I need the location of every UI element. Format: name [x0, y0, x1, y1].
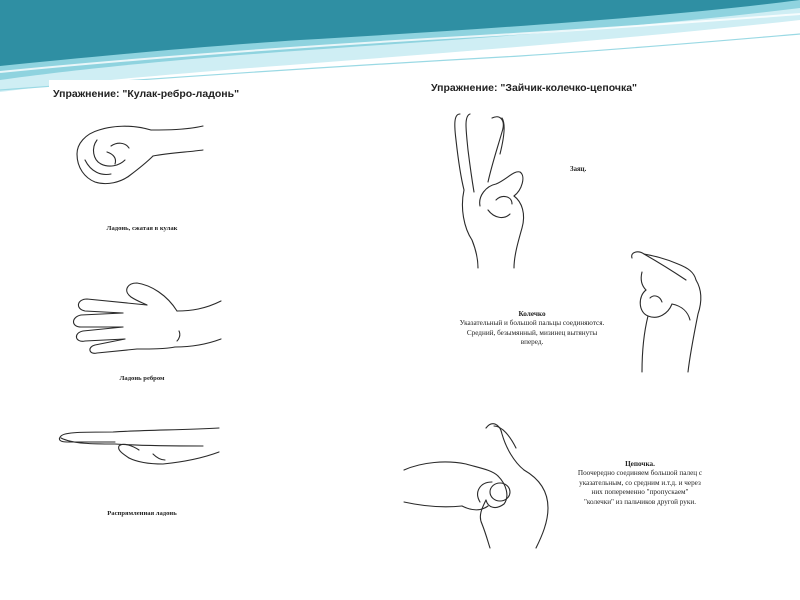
chain-line: указательным, со средним и.т.д. и через: [579, 478, 701, 487]
chain-line: них попеременно "пропускаем": [591, 488, 689, 497]
right-exercise-title: Упражнение: "Зайчик-колечко-цепочка": [431, 82, 638, 94]
chain-hands-icon: [402, 418, 552, 550]
ring-line: Средний, безымянный, мизинец вытянуты: [466, 328, 598, 337]
hand-edge-caption: Ладонь ребром: [119, 375, 165, 382]
flat-palm-icon: [53, 418, 225, 474]
bunny-hand-icon: [452, 110, 552, 270]
bunny-label: Заяц.: [570, 166, 587, 173]
hand-edge-icon: [67, 275, 227, 365]
right-exercise-panel: [400, 78, 710, 553]
left-exercise-title: Упражнение: "Кулак-ребро-ладонь": [53, 88, 240, 100]
ring-heading: Колечко: [518, 310, 546, 318]
chain-description: [556, 460, 724, 507]
flat-palm-caption: Распрямленная ладонь: [107, 510, 177, 517]
ring-line: вперед.: [520, 338, 544, 347]
chain-line: Поочередно соединяем большой палец с: [577, 469, 703, 478]
chain-heading: Цепочка.: [625, 460, 655, 468]
fist-hand-icon: [71, 120, 221, 190]
ring-hand-icon: [628, 250, 708, 374]
fist-caption: Ладонь, сжатая в кулак: [106, 225, 178, 232]
chain-line: "колечки" из пальчиков другой руки.: [583, 497, 697, 506]
ring-description: [438, 310, 626, 348]
ring-line: Указательный и большой пальцы соединяются.: [459, 319, 605, 328]
left-exercise-panel: [49, 80, 240, 520]
